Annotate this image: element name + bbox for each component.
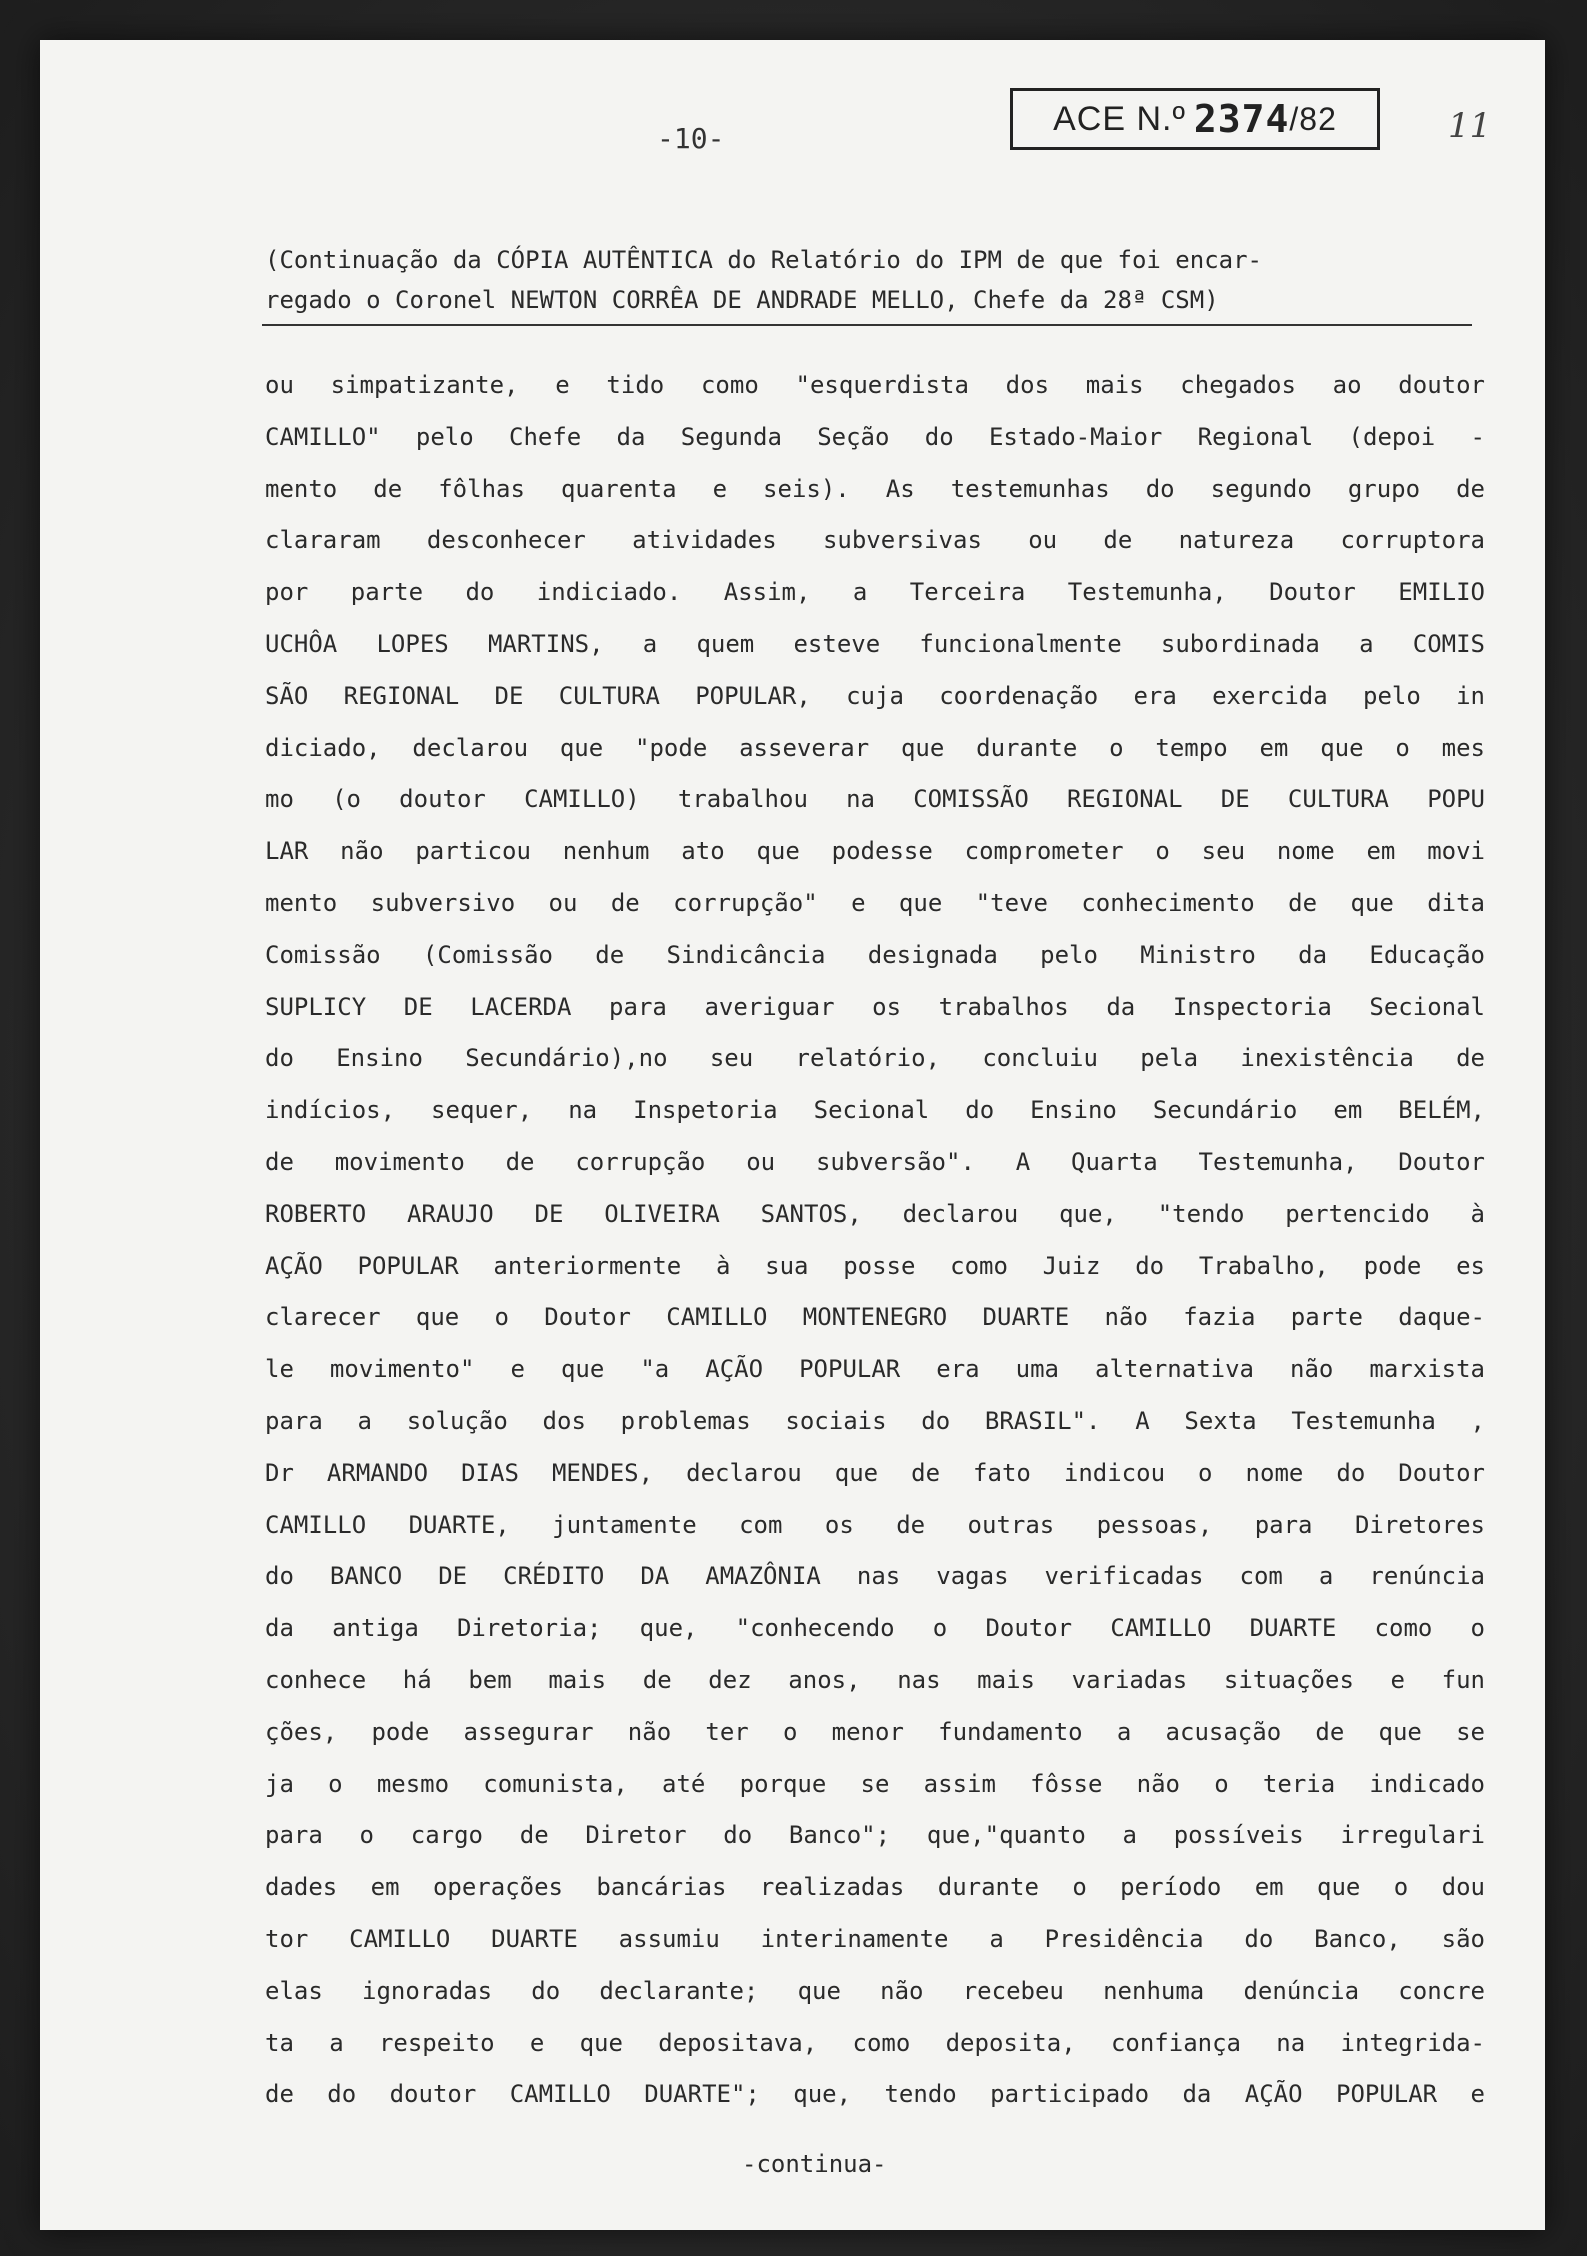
body-line: ou simpatizante, e tido como "esquerdista dos mais chegados ao doutor — [265, 371, 1485, 399]
body-line: de movimento de corrupção ou subversão". A Quarta Testemunha, Doutor — [265, 1147, 1485, 1176]
body-line: Comissão (Comissão de Sindicância designada pelo Ministro da Educação — [265, 940, 1485, 969]
body-line: ções, pode assegurar não ter o menor fundamento a acusação de que se — [265, 1717, 1485, 1746]
body-line: dades em operações bancárias realizadas durante o período em que o dou — [265, 1873, 1485, 1902]
body-line: ja o mesmo comunista, até porque se assim fôsse não o teria indicado — [265, 1769, 1485, 1798]
body-line: le movimento" e que "a AÇÃO POPULAR era uma alternativa não marxista — [265, 1355, 1485, 1384]
body-line: do BANCO DE CRÉDITO DA AMAZÔNIA nas vagas verificadas com a renúncia — [265, 1562, 1485, 1591]
body-line: de do doutor CAMILLO DUARTE"; que, tendo participado da AÇÃO POPULAR e — [265, 2080, 1485, 2109]
body-line: SÃO REGIONAL DE CULTURA POPULAR, cuja coordenação era exercida pelo in — [265, 681, 1485, 710]
body-line: SUPLICY DE LACERDA para averiguar os trabalhos da Inspectoria Secional — [265, 992, 1485, 1021]
body-line: da antiga Diretoria; que, "conhecendo o Doutor CAMILLO DUARTE como o — [265, 1614, 1485, 1643]
page-number: -10- — [657, 122, 725, 155]
body-line: UCHÔA LOPES MARTINS, a quem esteve funcionalmente subordinada a COMIS — [265, 629, 1485, 658]
body-line: por parte do indiciado. Assim, a Terceira Testemunha, Doutor EMILIO — [265, 578, 1485, 607]
body-line: do Ensino Secundário),no seu relatório, concluiu pela inexistência de — [265, 1044, 1485, 1073]
ace-stamp-number: 2374 — [1193, 97, 1290, 141]
report-body — [265, 360, 1485, 2121]
continua-footer: -continua- — [742, 2150, 887, 2178]
body-line: CAMILLO" pelo Chefe da Segunda Seção do Estado-Maior Regional (depoi - — [265, 422, 1485, 451]
body-line: para o cargo de Diretor do Banco"; que,"quanto a possíveis irregulari — [265, 1821, 1485, 1850]
body-line: AÇÃO POPULAR anteriormente à sua posse como Juiz do Trabalho, pode es — [265, 1251, 1485, 1280]
body-line: ROBERTO ARAUJO DE OLIVEIRA SANTOS, declarou que, "tendo pertencido à — [265, 1199, 1485, 1228]
body-line: mo (o doutor CAMILLO) trabalhou na COMISSÃO REGIONAL DE CULTURA POPU — [265, 785, 1485, 814]
header-divider — [262, 324, 1472, 326]
ace-stamp-prefix: ACE N.º — [1053, 99, 1186, 138]
header-line: regado o Coronel NEWTON CORRÊA DE ANDRADE MELLO, Chefe da 28ª CSM) — [265, 286, 1219, 314]
body-line: ta a respeito e que depositava, como deposita, confiança na integrida- — [265, 2028, 1485, 2057]
body-line: mento subversivo ou de corrupção" e que "teve conhecimento de que dita — [265, 888, 1485, 917]
body-line: clarecer que o Doutor CAMILLO MONTENEGRO DUARTE não fazia parte daque- — [265, 1303, 1485, 1332]
body-line: mento de fôlhas quarenta e seis). As testemunhas do segundo grupo de — [265, 474, 1485, 503]
body-line: clararam desconhecer atividades subversivas ou de natureza corruptora — [265, 526, 1485, 555]
ace-stamp-year: /82 — [1289, 100, 1337, 137]
body-line: elas ignoradas do declarante; que não recebeu nenhuma denúncia concre — [265, 1976, 1485, 2005]
body-line: indícios, sequer, na Inspetoria Secional do Ensino Secundário em BELÉM, — [265, 1096, 1485, 1125]
body-line: LAR não particou nenhum ato que podesse comprometer o seu nome em movi — [265, 837, 1485, 866]
body-line: conhece há bem mais de dez anos, nas mais variadas situações e fun — [265, 1665, 1485, 1694]
body-line: CAMILLO DUARTE, juntamente com os de outras pessoas, para Diretores — [265, 1510, 1485, 1539]
header-line: (Continuação da CÓPIA AUTÊNTICA do Relatório do IPM de que foi encar- — [265, 246, 1262, 274]
ace-stamp — [1010, 88, 1380, 150]
body-line: diciado, declarou que "pode asseverar que durante o tempo em que o mes — [265, 733, 1485, 762]
folio-number: 11 — [1448, 106, 1492, 146]
continuation-header — [265, 240, 1465, 320]
body-line: para a solução dos problemas sociais do BRASIL". A Sexta Testemunha , — [265, 1406, 1485, 1435]
body-line: Dr ARMANDO DIAS MENDES, declarou que de fato indicou o nome do Doutor — [265, 1458, 1485, 1487]
body-line: tor CAMILLO DUARTE assumiu interinamente a Presidência do Banco, são — [265, 1924, 1485, 1953]
